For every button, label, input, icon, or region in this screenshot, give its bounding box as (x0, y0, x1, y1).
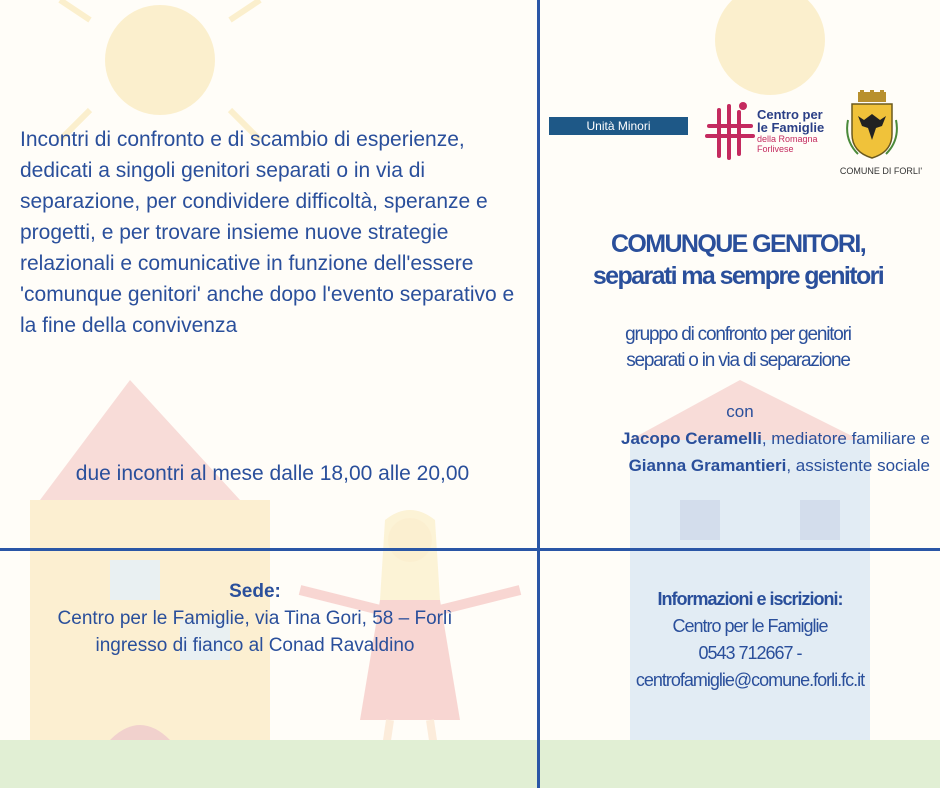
info-email: centrofamiglie@comune.forli.fc.it (635, 670, 865, 690)
con-label: con (726, 402, 754, 421)
description-text: Incontri di confronto e di scambio di esperienze, dedicati a singoli genitori separati o in via di separazione, per condividere difficoltà, speranze e progetti, e per trovare insieme nuove strategie relazionali e comunicative in funzione dell'essere 'comunque genitori' anche dopo l'evento separativo e la fine della convivenza (20, 128, 515, 337)
facilitators-block (540, 398, 940, 479)
sede-address: Centro per le Famiglie, via Tina Gori, 58 – Forlì (57, 608, 453, 629)
page-title: COMUNQUE GENITORI, separati ma sempre genitori (592, 230, 884, 290)
info-phone: 0543 712667 - (698, 643, 802, 663)
comune-forli-crest-icon (844, 90, 900, 160)
sede-heading: Sede: (229, 581, 281, 602)
centro-famiglie-title: Centro per le Famiglie (757, 107, 825, 135)
facilitator-1: Jacopo Ceramelli, mediatore familiare e (621, 429, 930, 448)
info-block (560, 586, 940, 694)
page-subtitle: gruppo di confronto per genitori separati o in via di separazione (625, 324, 851, 371)
unita-minori-badge: Unità Minori (549, 117, 688, 135)
centro-famiglie-subtitle: della Romagna Forlivese (757, 134, 818, 154)
centro-famiglie-logo (705, 100, 835, 160)
frequency-text: due incontri al mese dalle 18,00 alle 20,00 (75, 462, 470, 485)
grass-drawing (0, 740, 940, 788)
facilitator-2: Gianna Gramantieri, assistente sociale (628, 456, 930, 475)
sun-drawing-right (715, 0, 825, 95)
info-center: Centro per le Famiglie (672, 616, 828, 636)
sede-block (0, 578, 510, 659)
sun-drawing (60, 0, 260, 140)
horizontal-divider (0, 548, 940, 551)
sede-directions: ingresso di fianco al Conad Ravaldino (95, 635, 415, 656)
comune-forli-label: COMUNE DI FORLI' (839, 166, 923, 176)
vertical-divider (537, 0, 540, 788)
info-heading: Informazioni e iscrizioni: (657, 589, 843, 609)
centro-famiglie-mark-icon (705, 100, 755, 160)
